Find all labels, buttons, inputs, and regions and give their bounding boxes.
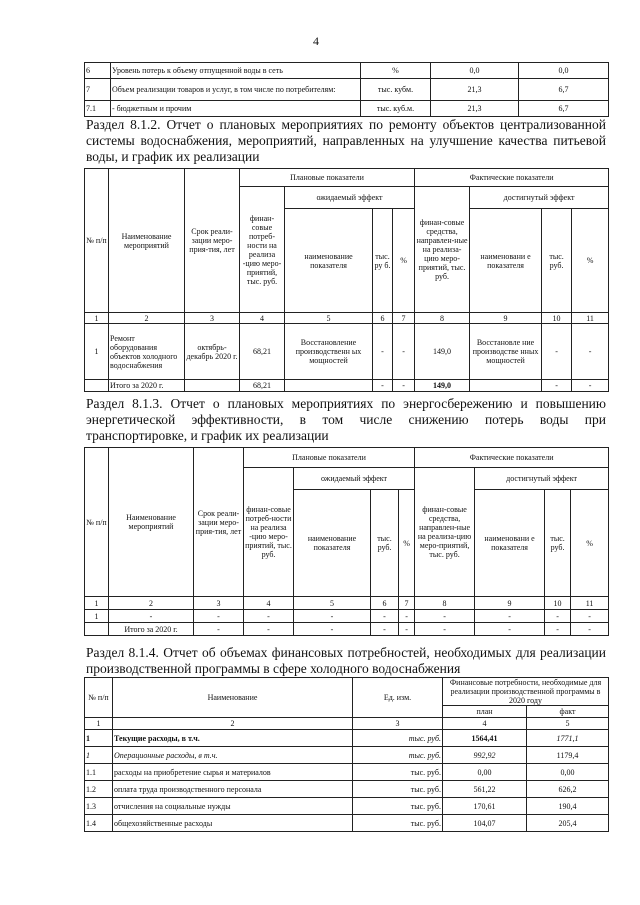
table-row: 1 Ремонт оборудования объектов холодного водоснабжения октябрь-декабрь 2020 г. 68,21 Восстановление производственн ых мощностей - - 149,0 Восстановле ние производстве нных мощностей - - — [85, 324, 609, 380]
table-row: 6 Уровень потерь к объему отпущенной воды в сеть % 0,0 0,0 — [85, 63, 609, 79]
column-numbers-row: 1 2 3 4 5 6 7 8 9 10 11 — [85, 313, 609, 324]
section-814-table: № п/п Наименование Ед. изм. Финансовые потребности, необходимые для реализации производственной программы в 2020 году план факт 1 2 3 4 5 1 Текущие расходы, в т.ч. тыс. руб. 1564,41 1771,1 1 Операционные расходы, в т.ч. тыс. руб. 992,92 1179,4 1.1 расходы на приобретение сырья и материалов тыс. руб. 0,00 0,00 1.2 оплата труда производственного персонала тыс. руб. 561,22 626,2 1.3 отчисления на социальные нужды тыс. руб. 170,61 190,4 1.4 общехозяйственные расходы тыс. руб. 104,07 205,4 — [84, 677, 609, 832]
planned-header: Плановые показатели — [240, 169, 415, 187]
table-row: 1.1 расходы на приобретение сырья и материалов тыс. руб. 0,00 0,00 — [85, 764, 609, 781]
section-813-table: № п/п Наименование мероприятий Срок реали-зации меро-прия-тия, лет Плановые показатели Фактические показатели финан-совые потреб-ности на реализа -цию меро-приятий, тыс. руб. ожидаемый эффект финан-совые средства, направлен-ные на реализа-цию меро-приятий, тыс. руб. достигнутый эффект наименование показателя тыс. руб. % наименовани е показателя тыс. руб. % 1 2 3 4 5 6 7 8 9 10 11 1 - - - - - - - - - - Итого за 2020 г. - - - - - - - - - — [84, 447, 609, 636]
table-row: 1.3 отчисления на социальные нужды тыс. руб. 170,61 190,4 — [85, 798, 609, 815]
top-table — [84, 62, 609, 117]
table-row: 1 Текущие расходы, в т.ч. тыс. руб. 1564,41 1771,1 — [85, 730, 609, 747]
table-row: 1.2 оплата труда производственного персонала тыс. руб. 561,22 626,2 — [85, 781, 609, 798]
column-numbers-row: 1 2 3 4 5 6 7 8 9 10 11 — [85, 597, 609, 610]
table-row: 7.1 - бюджетным и прочим тыс. куб.м. 21,3 6,7 — [85, 101, 609, 117]
column-numbers-row: 1 2 3 4 5 — [85, 718, 609, 730]
section-812-table: № п/п Наименование мероприятий Срок реали-зации меро-прия-тия, лет Плановые показатели Фактические показатели финан-совые потреб-ности на реализа -цию меро-приятий, тыс. руб. ожидаемый эффект финан-совые средства, направлен-ные на реализа-цию меро-приятий, тыс. руб. достигнутый эффект наименование показателя тыс. ру б. % наименовани е показателя тыс. руб. % 1 2 3 4 5 6 7 8 9 10 11 1 Ремонт оборудования объектов холодного водоснабжения октябрь-декабрь 2020 г. 68,21 Восстановление производственн ых мощностей - - 149,0 Восстановле ние производстве нных мощностей - - Итого за 2020 г. 68,21 - - 149,0 - - — [84, 168, 609, 392]
total-row: Итого за 2020 г. 68,21 - - 149,0 - - — [85, 380, 609, 392]
table-row: 7 Объем реализации товаров и услуг, в том числе по потребителям: тыс. кубм. 21,3 6,7 — [85, 79, 609, 101]
col-term-header: Срок реали-зации меро-прия-тия, лет — [185, 169, 240, 313]
col-name-header: Наименование мероприятий — [109, 169, 185, 313]
table-row: 1.4 общехозяйственные расходы тыс. руб. 104,07 205,4 — [85, 815, 609, 832]
section-812-heading: Раздел 8.1.2. Отчет о плановых мероприятиях по ремонту объектов централизованной системы водоснабжения, мероприятий, направленных на улучшение качества питьевой воды, и график их реализации — [86, 117, 606, 164]
table-row: 1 - - - - - - - - - - — [85, 610, 609, 623]
total-row: Итого за 2020 г. - - - - - - - - - — [85, 623, 609, 636]
col-num-header: № п/п — [85, 169, 109, 313]
actual-header: Фактические показатели — [415, 169, 609, 187]
table-row: 1 Операционные расходы, в т.ч. тыс. руб. 992,92 1179,4 — [85, 747, 609, 764]
section-814-heading: Раздел 8.1.4. Отчет об объемах финансовых потребностей, необходимых для реализации производственной программы в сфере холодного водоснабжения — [86, 645, 606, 676]
section-813-heading: Раздел 8.1.3. Отчет о плановых мероприятиях по энергосбережению и повышению энергетической эффективности, в том числе снижению потерь воды при транспортировке, и график их реализации — [86, 396, 606, 443]
page-number: 4 — [313, 34, 319, 48]
